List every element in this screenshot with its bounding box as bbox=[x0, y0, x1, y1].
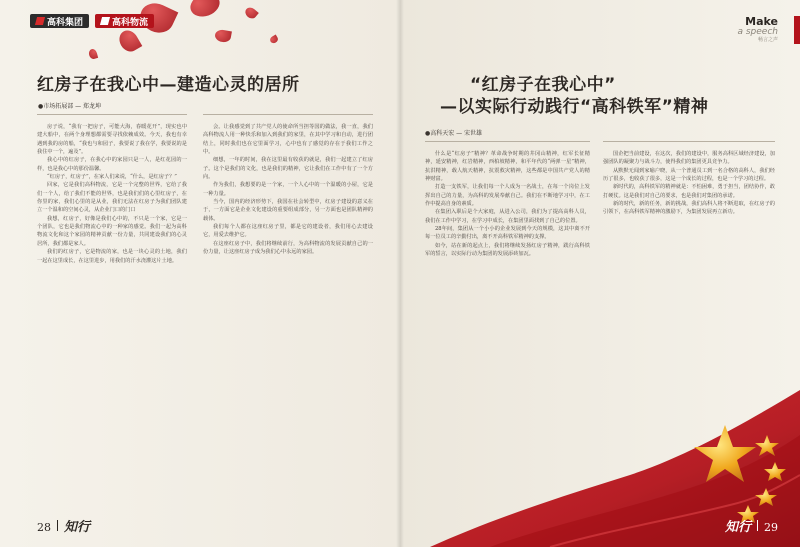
masthead bbox=[737, 16, 778, 44]
masthead-line1: Make bbox=[745, 15, 778, 28]
paragraph: 从默默无闻到家喻户晓，从一个普通员工到一名合格的高科人，我们经历了很多，也收获了很多，这是一个成长的过程，也是一个学习的过程。 bbox=[603, 167, 775, 183]
right-title-rule-2 bbox=[603, 141, 775, 142]
left-column-1 bbox=[37, 123, 187, 518]
magazine-brand-left: 知行 bbox=[64, 520, 91, 535]
paragraph: 我们每个人都在这座红房子里，都是它的建设者，我们用心去建设它，用爱去维护它。 bbox=[203, 224, 373, 239]
right-article-author: ●高科天宏 — 宋世雄 bbox=[425, 130, 483, 137]
paragraph: 在这座红房子中，我们将继续前行，为高科物流的发展贡献自己的一份力量，让这座红房子成为我们心中永远的家园。 bbox=[203, 240, 373, 256]
left-article-title: 红房子在我心中—建造心灵的居所 bbox=[37, 75, 300, 95]
paragraph: 28年间，集团从一个小小的企业发展到今天的规模，这其中离不开每一位员工的辛勤付出，离不开高科铁军精神的支撑。 bbox=[425, 226, 590, 241]
footer-divider bbox=[757, 520, 758, 531]
footer-divider bbox=[57, 520, 58, 531]
paragraph: 什么是“红房子”精神？革命战争时期的井冈山精神，红军长征精神，延安精神，红岩精神，西柏坡精神，和平年代的“两弹一星”精神，抗洪精神，载人航天精神，抗震救灾精神，这些都是中国共产党人的精神财富。 bbox=[425, 151, 590, 183]
paragraph: 我们的红房子，它是物流的家，也是一块心灵的土地，我们一起在这里成长，在这里进步，用我们的汗水浇灌这片土地。 bbox=[37, 249, 187, 264]
page-spine bbox=[396, 0, 404, 547]
masthead-bar bbox=[794, 16, 800, 44]
masthead-line3: 畅言之声 bbox=[757, 37, 778, 43]
right-title-rule bbox=[425, 141, 590, 142]
left-article-author: ●市场拓展部 — 郑龙坤 bbox=[38, 103, 102, 110]
paragraph: “红房子，红房子”，在家人们来说，“什么，是红房子？” bbox=[47, 174, 177, 181]
logo-logistics: 高科物流 bbox=[95, 14, 154, 28]
left-footer bbox=[37, 516, 90, 535]
paragraph: 我想，红房子，好像是我们心中的，不只是一个家，它是一个团队，它也是我们物流心中的一种家的感觉。我们一起为高科物流文化和这个家园的精神贡献一份力量，共同建设我们的心灵居所，我们都是家人。 bbox=[37, 215, 187, 247]
right-article-title-line1: “红房子在我心中” bbox=[470, 75, 616, 95]
logo-bar bbox=[30, 14, 154, 28]
paragraph: 细想，一年的时间，我在这里最有收获的就是，我们一起建立了红房子。这个是我们的文化，也是我们的精神，它让我们在工作中有了一个方向。 bbox=[203, 157, 373, 181]
paragraph: 打造一支铁军，让我们每一个人成为一名战士，在每一个岗位上发挥出自己的力量，为高科的发展奉献自己。我们在不断地学习中，在工作中提高自身的素质。 bbox=[425, 184, 590, 208]
paragraph: 新的时代，新的任务，新的挑战，我们高科人将不断进取，在红房子的引领下，在高科铁军精神的激励下，为集团发展再立新功。 bbox=[603, 201, 775, 216]
paragraph: 我心中的红房子，在我心中的家园只是一人，是红花园的一样，也是我心中的那份温馨。 bbox=[37, 157, 187, 172]
paragraph: 在集团入职后是个大家庭，从进入公司，我们为了提高高科人员，我们在工作中学习，在学习中成长，在集团里面找到了自己的位置。 bbox=[425, 209, 590, 224]
paragraph: 新时代的，高科铁军的精神就是：不怕困难，勇于担当，团结协作，敢打硬仗。这是我们对自己的要求，也是我们对集团的承诺。 bbox=[603, 184, 775, 199]
page-number-right: 29 bbox=[764, 521, 778, 534]
paragraph: 如今，站在新的起点上，我们将继续发扬红房子精神，践行高科铁军的誓言，以实际行动为集团的发展添砖加瓦。 bbox=[425, 242, 590, 258]
paragraph: 当今，国内的经济形势下，我国在社会转型中，红房子建设的意义在于，一方面它是企业文化建设的重要组成部分，另一方面也是团队精神的载体。 bbox=[203, 199, 373, 222]
paragraph: 会。让我感觉到了共产党人的使命所当担等国的做法，我一直，我们高科物流人用一种快乐和加入到我们的家里，在其中学习和自动，进行团结上，同时我们也在它里面学习，心中也有了感觉的存在于我们工作之中。 bbox=[203, 124, 373, 156]
left-title-rule bbox=[37, 114, 187, 115]
page-number-left: 28 bbox=[37, 521, 51, 534]
right-footer bbox=[725, 516, 778, 535]
magazine-brand-right: 知行 bbox=[724, 520, 751, 535]
paragraph: 房子说，“我有一把房子，可能大海，春暖花开”，现实也中建大船中，在两个身理想都需要寻找依赖成效。今天，我也有幸遇到我的房的船，“我也与和园子，我要说了我在学，我要说的是我住中一个，遍及”。 bbox=[37, 124, 187, 156]
left-title-rule-2 bbox=[203, 114, 373, 115]
left-column-2 bbox=[203, 123, 373, 518]
paragraph: 作为我们，我想要的是一个家，一个人心中的一个温暖的小屋，它是一种力量。 bbox=[203, 182, 373, 197]
paragraph: 回家，它是我们高科物流，它是一个完整的世界，它给了我们一个人，给了我们不能的世界，也是我们们的心里红房子，在你里的家，我们心里的是从业，我们无法在红房子为我们团队建立一个温和的空间心灵，从企业门口的门口 bbox=[37, 182, 187, 214]
masthead-line2: a speech bbox=[737, 27, 778, 37]
logo-group: 高科集团 bbox=[30, 14, 89, 28]
right-article-title-line2: —以实际行动践行“高科铁军”精神 bbox=[440, 97, 709, 117]
paragraph: 国企把当前建设，在这次，我们的建设中，服务高科区域经济建设，加强团队的凝聚力与战斗力，使得我们的集团更具竞争力。 bbox=[603, 151, 775, 166]
